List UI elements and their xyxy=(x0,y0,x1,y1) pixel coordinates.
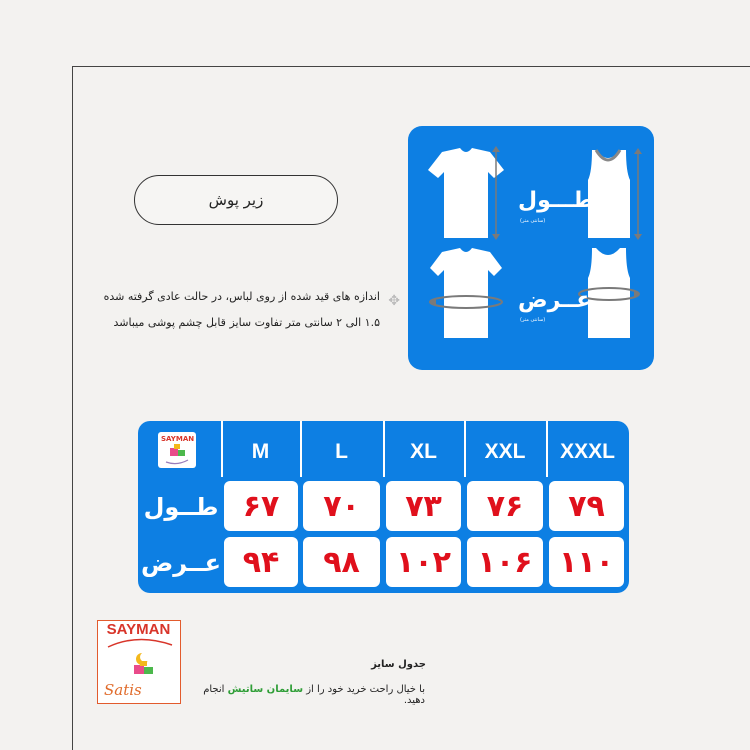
measurement-panel xyxy=(408,126,654,370)
size-header-xxl: XXL xyxy=(484,440,526,463)
tshirt-length-icon xyxy=(428,146,504,240)
cart-icon xyxy=(158,432,196,468)
table-cell: ۱۰۲ xyxy=(386,537,461,587)
table-cell: ۷۶ xyxy=(467,481,543,531)
garment-illustrations xyxy=(408,126,654,370)
measurement-note xyxy=(80,284,400,336)
caption xyxy=(185,684,425,706)
table-cell: ۷۳ xyxy=(386,481,461,531)
caption-after: انجام دهید. xyxy=(203,684,425,706)
caption-brand: سایمان ساتیش xyxy=(227,684,304,695)
table-cell: ۶۷ xyxy=(224,481,298,531)
tank-length-icon xyxy=(588,148,642,240)
note-line-1: اندازه های قید شده از روی لباس، در حالت عادی گرفته شده xyxy=(103,290,380,303)
row-label-width: عــرض xyxy=(140,549,221,577)
size-header-xl: XL xyxy=(410,440,437,463)
table-cell: ۱۰۶ xyxy=(467,537,543,587)
table-cell: ۹۸ xyxy=(303,537,380,587)
caption-title: جدول سایز xyxy=(371,659,426,670)
size-header-xxxl: XXXL xyxy=(560,440,615,463)
brand-logo-script: Satis xyxy=(104,681,142,699)
sparkle-icon: ✥ xyxy=(388,293,400,309)
brand-logo-text: SAYMAN xyxy=(106,621,171,638)
table-logo-text: SAYMAN xyxy=(161,435,195,443)
brand-logo xyxy=(97,620,181,704)
table-cell: ۱۱۰ xyxy=(549,537,624,587)
width-unit: (سانتی متر) xyxy=(520,317,546,323)
table-cell: ۷۹ xyxy=(549,481,624,531)
caption-before: با خیال راحت خرید خود را از xyxy=(306,684,425,695)
table-cell: ۹۴ xyxy=(224,537,298,587)
size-header-m: M xyxy=(251,440,270,463)
table-cell: ۷۰ xyxy=(303,481,380,531)
row-label-length: طــول xyxy=(143,493,219,521)
note-line-2: ۱.۵ الی ۲ سانتی متر تفاوت سایز قابل چشم پوشی میباشد xyxy=(113,316,380,329)
size-header-l: L xyxy=(335,440,348,463)
tshirt-width-icon xyxy=(430,248,502,338)
length-unit: (سانتی متر) xyxy=(520,218,546,224)
length-label: طـــول xyxy=(518,188,595,213)
table-logo xyxy=(158,432,196,468)
product-name: زیر پوش xyxy=(208,191,264,209)
width-label: عــرض xyxy=(518,288,592,313)
product-name-pill xyxy=(134,175,338,225)
size-table xyxy=(138,421,629,593)
